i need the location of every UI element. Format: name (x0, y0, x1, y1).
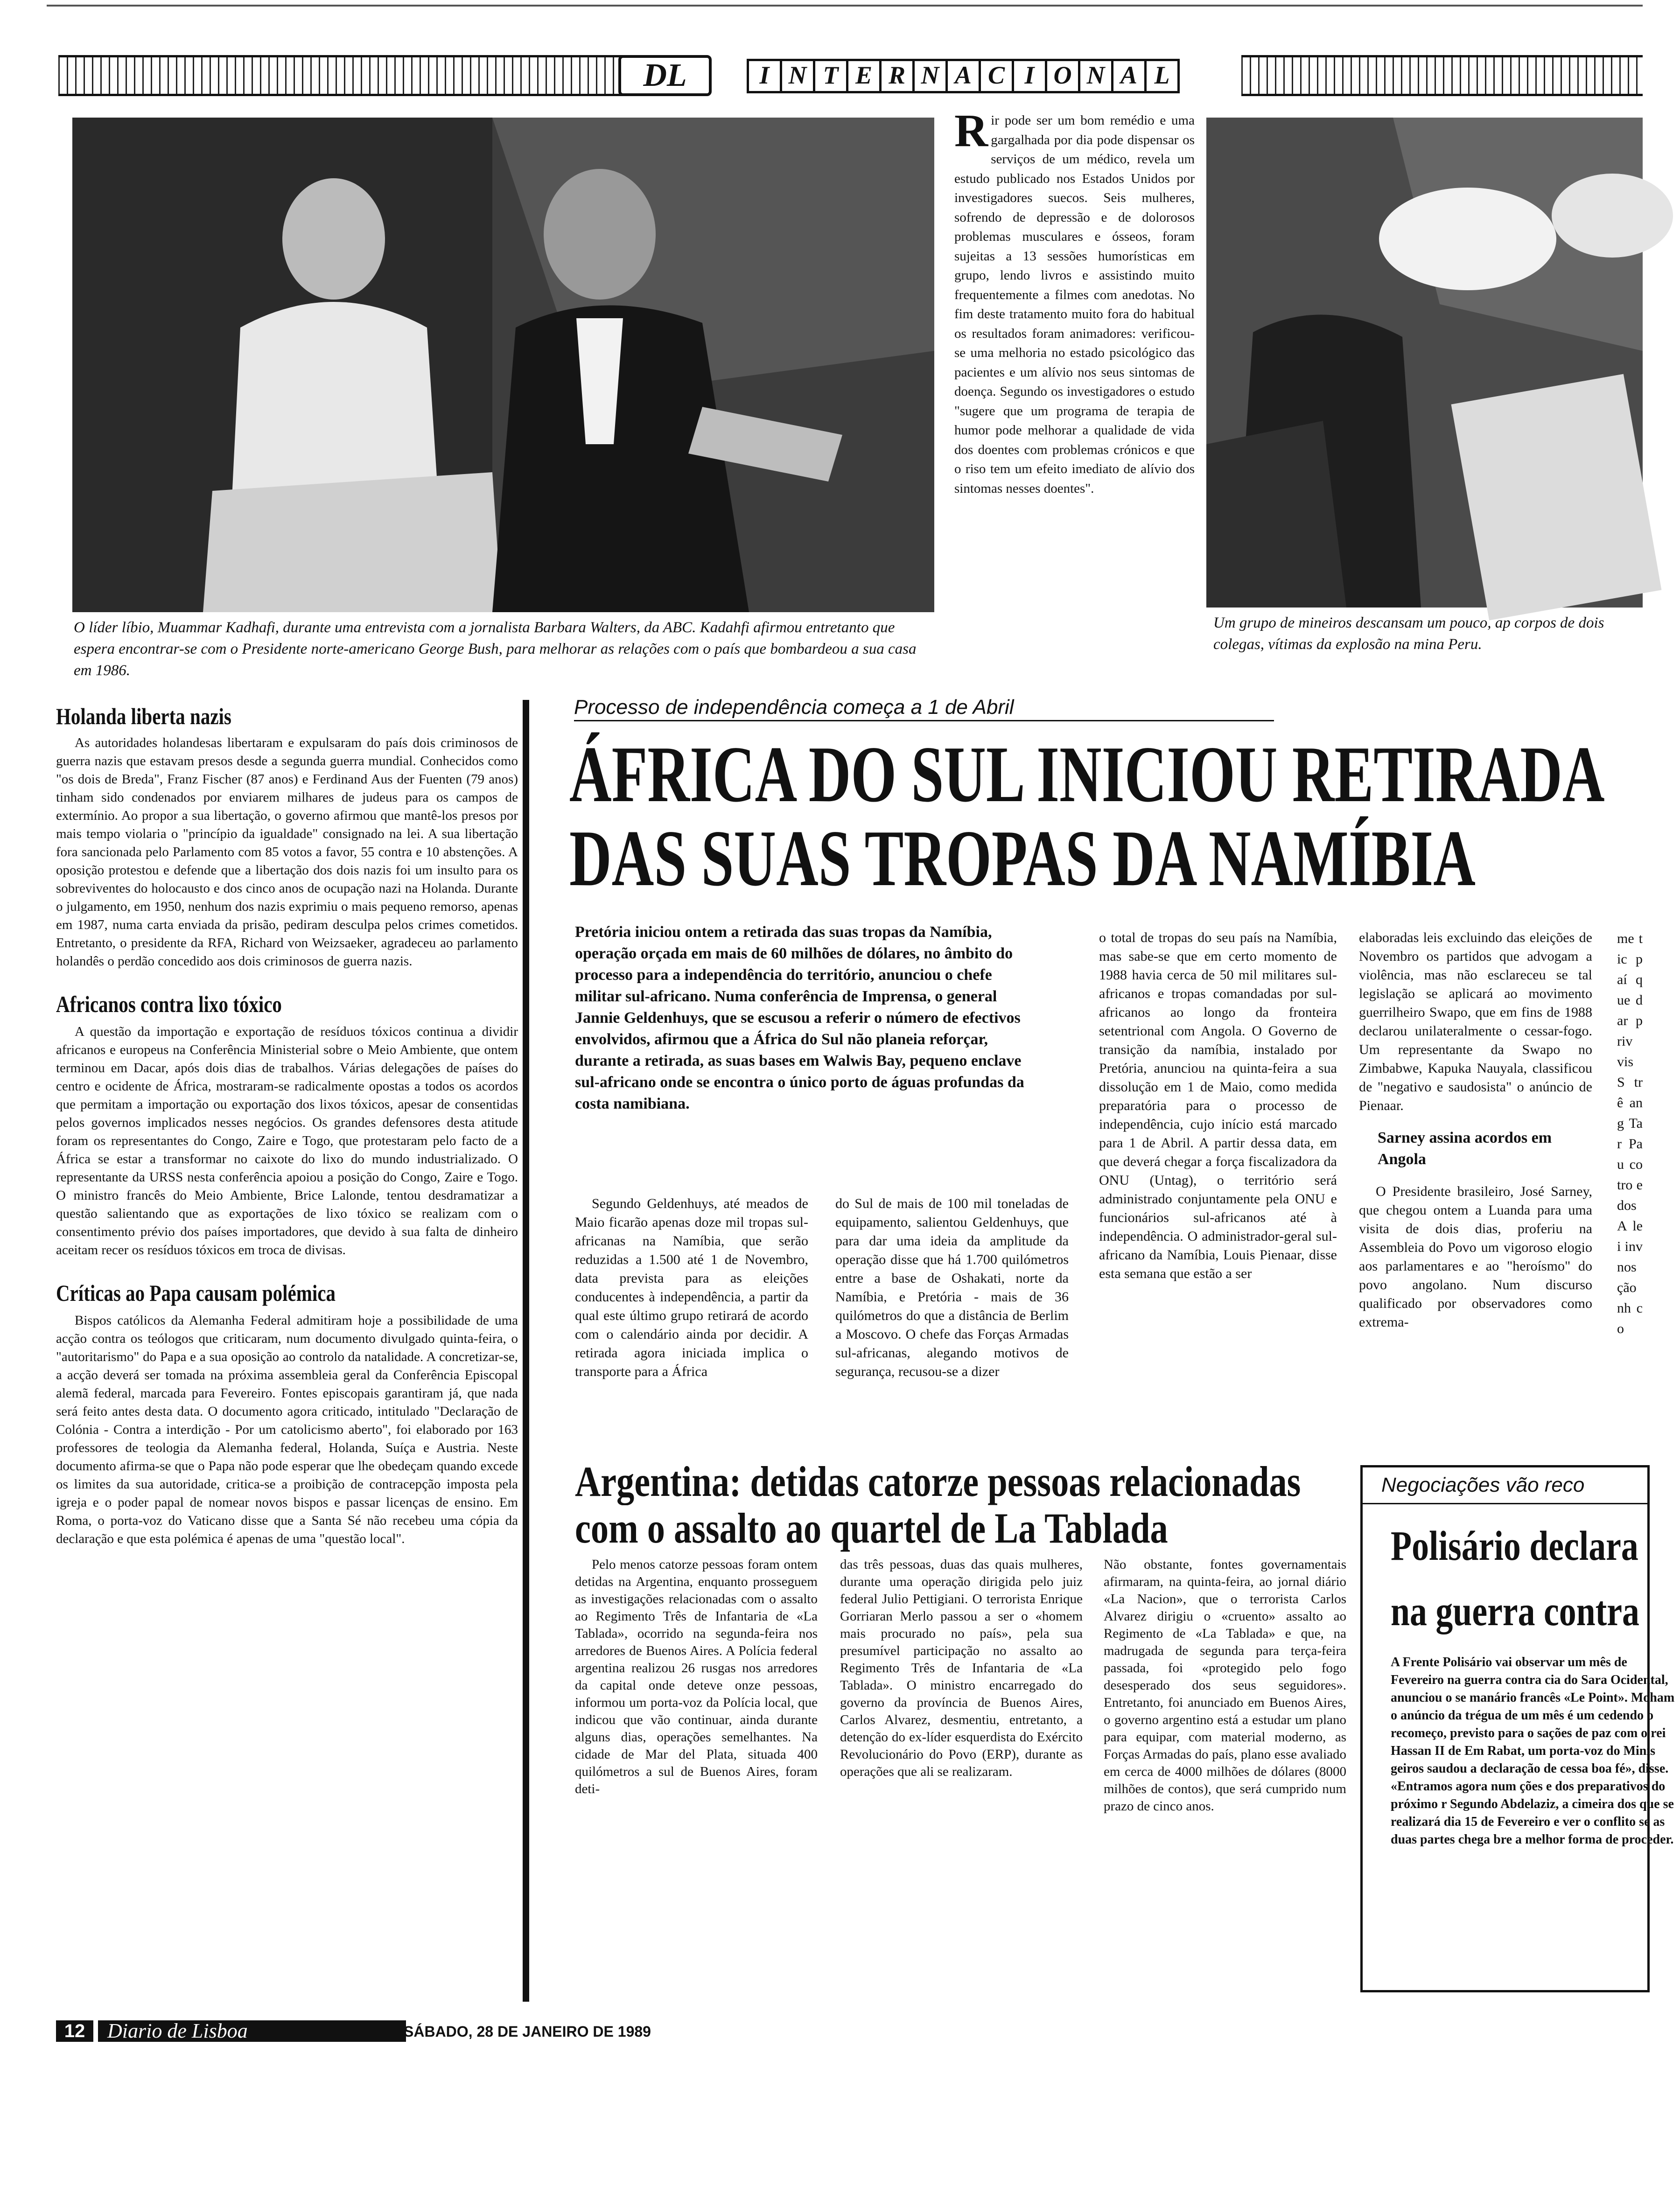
section-letter: T (813, 59, 848, 93)
polisario-box (1360, 1465, 1675, 1992)
left-photo-caption: O líder líbio, Muammar Kadhafi, durante uma entrevista com a jornalista Barbara Walters, da ABC. Kadahfi afirmou entretanto que espera encontrar-se com o Presidente norte-americano George Bush, para melhorar as relações com o país que bombardeou a sua casa em 1986. (74, 619, 917, 679)
paper-name: Diario de Lisboa (98, 2020, 406, 2042)
polisario-headline: Polisário declara na guerra contra (1391, 1523, 1639, 1634)
argentina-col3: Não obstante, fontes governamentais afirmaram, na quinta-feira, ao jornal diário «La Nacion», que o terrorista Carlos Alvarez dirigiu o «cruento» assalto ao Regimento de «La Tablada» e que, na madrugada de segunda para terça-feira passada, foi «protegido pelo fogo desesperado dos seus seguidores». Entretanto, foi anunciado em Buenos Aires, o governo argentino está a estudar um plano para equipar, com material moderno, as Forças Armadas do país, plano esse avaliado em cerca de 4000 milhões de dólares (8000 milhões de contos), que será cumprido num prazo de cinco anos. (1104, 1557, 1346, 1814)
sarney-subhead: Sarney assina acordos em Angola (1378, 1129, 1552, 1168)
section-letter: A (1111, 59, 1147, 93)
main-lead: Pretória iniciou ontem a retirada das suas tropas da Namíbia, operação orçada em mais de 60 milhões de dólares, no âmbito do processo para a independência do território, anunciou o chefe militar sul-africano. Numa conferência de Imprensa, o general Jannie Geldenhuys, que se escusou a referir o número de efectivos envolvidos, afirmou que a África do Sul não planeia reforçar, durante a retirada, as suas bases em Walwis Bay, pequeno enclave sul-africano onde se encontra o único porto de águas profundas da costa namibiana. (575, 923, 1024, 1112)
article-holanda: As autoridades holandesas libertaram e expulsaram do país dois criminosos de guerra nazis que estavam presos desde a segunda guerra mundial. Conhecidos como "os dois de Breda", Franz Fischer (87 anos) e Ferdinand Aus der Fuenten (79 anos) tinham sido condenados por enviarem milhares de judeus para os campos de extermínio. Ao propor a sua libertação, o governo afirmou que mantê-los presos por mais tempo violaria o "princípio da igualdade" consignado na lei. A sua libertação fora sancionada pelo Parlamento com 85 votos a favor, 55 contra e 10 abstenções. A oposição protestou e defende que a libertação dos dois nazis foi um insulto para os sobreviventes do holocausto e dos cinco anos de ocupação nazi na Holanda. Durante o julgamento, em 1950, nenhum dos nazis exprimiu o mais pequeno remorso, apenas em 1987, numa carta enviada da prisão, pediram desculpa pelos crimes cometidos. Entretanto, o presidente da RFA, Richard von Weizsaeker, agradeceu ao parlamento holandês o perdão concedido aos dois criminosos de guerra nazis. (56, 735, 518, 969)
section-letter: A (945, 59, 981, 93)
laugh-study-text: ir pode ser um bom remédio e uma gargalhada por dia pode dispensar os serviços de um médico, revela um estudo publicado nos Estados Unidos por investigadores suecos. Seis mulheres, sofrendo de depressão e de dolorosos problemas musculares e ósseos, foram sujeitas a 13 sessões humorísticas em grupo, lendo livros e assistindo muito frequentemente a filmes com anedotas. No fim deste tratamento muito fora do habitual os resultados foram animadores: verificou-se uma melhoria no estado psicológico das pacientes e um alívio nos seus sintomas de doença. Segundo os investigadores o estudo "sugere que um programa de terapia de humor pode melhorar a qualidade de vida dos doentes com problemas crónicos e que o riso tem um efeito imediato de alívio dos sintomas nesses doentes". (954, 113, 1195, 496)
header-hatch-left (58, 55, 698, 96)
article-papa: Bispos católicos da Alemanha Federal admitiram hoje a possibilidade de uma acção contra os teólogos que criticaram, num documento divulgado quinta-feira, o "autoritarismo" do Papa e a sua oposição ao controlo da natalidade. A concretizar-se, a acção deverá ser tomada na próxima assembleia geral da Conferência Episcopal alemã federal, marcada para Fevereiro. Fontes episcopais garantiram já, que nada será feito antes desta data. O documento agora criticado, intitulado "Declaração de Colónia - Contra a interdição - Por um catolicismo aberto", foi elaborado por 163 professores de teologia da Alemanha federal, Holanda, Suíça e Austria. Neste documento afirma-se que o Papa não pode esperar que lhe obedeçam quando excede os limites da sua autoridade, critica-se a proibição de contracepção imposta pela igreja e o poder papal de nomear novos bispos e passar licenças de ensino. Em Roma, o porta-voz do Vaticano disse que a Santa Sé não recebeu uma cópia da declaração e que esta polémica é apenas de uma "questão local". (56, 1313, 518, 1546)
main-col2: do Sul de mais de 100 mil toneladas de equipamento, salientou Geldenhuys, que para dar uma ideia da amplitude da operação disse que há 1.700 quilómetros entre a base de Oshakati, norte da Namíbia, e Pretória - mais de 36 quilómetros do que a distância de Berlim a Moscovo. O chefe das Forças Armadas sul-africanas, alegando motivos de segurança, recusou-se a dizer (835, 1196, 1069, 1379)
main-col1: Segundo Geldenhuys, até meados de Maio ficarão apenas doze mil tropas sul-africanas na Namíbia, que serão reduzidas a 1.500 até 1 de Novembro, data prevista para as eleições conducentes à independência, a partir da qual este último grupo retirará de acordo com o calendário ainda por decidir. A retirada agora iniciada implica o transporte para a África (575, 1196, 808, 1379)
left-column (56, 702, 518, 1990)
section-letter: I (1012, 59, 1047, 93)
logo: DL (618, 55, 712, 96)
argentina-col1: Pelo menos catorze pessoas foram ontem detidas na Argentina, enquanto prosseguem as investigações relacionadas com o assalto ao Regimento Três de Infantaria de «La Tablada», ocorrido na segunda-feira nos arredores de Buenos Aires. A Polícia federal argentina realizou 26 rusgas nos arredores da capital onde deteve onze pessoas, informou um porta-voz da Polícia local, que indicou que vão continuar, ainda durante alguns dias, operações semelhantes. Na cidade de Mar del Plata, situada 400 quilómetros a sul de Buenos Aires, foram deti- (575, 1557, 818, 1796)
section-letter: O (1045, 59, 1080, 93)
section-letter: N (1078, 59, 1113, 93)
main-col3: o total de tropas do seu país na Namíbia, mas sabe-se que em certo momento de 1988 havia cerca de 50 mil militares sul-africanos e tropas comandadas por sul-africanos ao longo da fronteira setentrional com Angola. O Governo de transição da namíbia, instalado por Pretória, anunciou na quinta-feira a sua dissolução em 1 de Maio, como medida preparatória para o processo de independência, cujo início está marcado para 1 de Abril. A partir dessa data, em que deverá chegar a força fiscalizadora da ONU (Untag), o território será administrado conjuntamente pela ONU e funcionários sul-africanos até à independência. O administrador-geral sul-africano da Namíbia, Louis Pienaar, disse esta semana que estão a ser (1099, 930, 1337, 1281)
headline-lixo-toxico: Africanos contra lixo tóxico (56, 991, 282, 1017)
section-letter: L (1144, 59, 1180, 93)
issue-date: SÁBADO, 28 DE JANEIRO DE 1989 (404, 2023, 651, 2040)
sarney-text: O Presidente brasileiro, José Sarney, que chegou ontem a Luanda para uma visita de dois dias, proferiu na Assembleia do Povo um vigoroso elogio aos parlamentares e ao "heroísmo" do povo angolano. Num discurso qualificado por observadores como extrema- (1359, 1184, 1592, 1330)
drop-cap: R (954, 105, 988, 156)
headline-holanda: Holanda liberta nazis (56, 703, 231, 729)
top-rule (47, 5, 1643, 7)
section-letter: I (747, 59, 782, 93)
section-letter: C (979, 59, 1014, 93)
main-headline-line2: DAS SUAS TROPAS DA NAMÍBIA (569, 814, 1476, 903)
argentina-headline: Argentina: detidas catorze pessoas relacionadas com o assalto ao quartel de La Tablada (575, 1458, 1301, 1552)
section-letter: N (912, 59, 948, 93)
polisario-kicker: Negociações vão reco (1363, 1467, 1647, 1504)
section-title (747, 59, 1260, 93)
main-headline-line1: ÁFRICA DO SUL INICIOU RETIRADA (569, 730, 1605, 819)
kadhafi-interview-photo (72, 118, 934, 612)
main-col5-fragment: me tic paí que dar priv vis S trê ang Tar Pau co tro e dos A lei inv nos ção nh co (1617, 931, 1643, 1336)
article-lixo-toxico: A questão da importação e exportação de resíduos tóxicos continua a dividir africanos e europeus na Conferência Ministerial sobre o Meio Ambiente, que ontem terminou em Dacar, após dois dias de trabalhos. Várias delegações de países do centro e ocidente de África, mostraram-se radicalmente opostas a todos os acordos que permitam a importação ou exportação dos lixos tóxicos, apesar de consentidas pelos governos implicados nesses negócios. Os grandes defensores desta atitude foram os representantes do Congo, Zaire e Togo, que protestaram pelo facto de a África se estar a transformar no caixote do lixo do mundo industrializado. O representante da URSS nesta conferência apoiou a posição do Congo, Zaire e Togo. O ministro francês do Meio Ambiente, Brice Lalonde, tentou desdramatizar a questão salientando que as exportações de lixo tóxico se realizam com o consentimento prévio dos países importadores, que devido à sua falta de dinheiro aceitam recer os resíduos tóxicos em troca de divisas. (56, 1024, 518, 1257)
section-letter: N (780, 59, 815, 93)
polisario-text: A Frente Polisário vai observar um mês de Fevereiro na guerra contra cia do Sara Ocidental, anunciou o se manário francês «Le Point». Moham o anúncio da trégua de um mês é um cedendo o recomeço, previsto para o sações de paz com o rei Hassan II de Em Rabat, um porta-voz do Minis geiros saudou a declaração de cessa boa fé», disse. «Entramos agora num ções e dos preparativos do próximo r Segundo Abdelaziz, a cimeira dos que se realizará dia 15 de Fevereiro e ver o conflito se as duas partes chega bre a melhor forma de proceder. (1391, 1655, 1675, 1847)
miners-photo (1206, 118, 1643, 608)
section-letter: E (846, 59, 882, 93)
section-letter: R (879, 59, 915, 93)
argentina-col2: das três pessoas, duas das quais mulheres, durante uma operação dirigida pelo juiz federal Julio Pettigiani. O terrorista Enrique Gorriaran Merlo passou a ser o «homem mais procurado no país», pela sua presumível participação no assalto ao Regimento Três de Infantaria de «La Tablada». O ministro encarregado do governo da província de Buenos Aires, Carlos Alvarez, desmentiu, entretanto, a detenção do ex-líder esquerdista do Exército Revolucionário do Povo (ERP), durante as operações que ali se realizaram. (840, 1557, 1083, 1779)
main-col4: elaboradas leis excluindo das eleições de Novembro os partidos que advogam a violência, mas não esclareceu se tal legislação se aplicará ao movimento guerrilheiro Swapo, que em fins de 1988 declarou unilateralmente o cessar-fogo. Um representante da Swapo no Zimbabwe, Kapuka Nauyala, classificou de "negativo e saudosista" o anúncio de Pienaar. Sarney assina acordos em Angola O Presidente brasileiro, José Sarney, que chegou ontem a Luanda para uma visita de dois dias, proferiu na Assembleia do Povo um vigoroso elogio aos parlamentares e ao "heroísmo" do povo angolano. Num discurso qualificado por observadores como extrema- (1359, 929, 1592, 1451)
footer (56, 2020, 709, 2044)
column-divider (523, 700, 529, 2002)
headline-papa: Críticas ao Papa causam polémica (56, 1280, 336, 1306)
header-hatch-right (1241, 55, 1643, 96)
laugh-study-article (954, 105, 1195, 690)
main-kicker: Processo de independência começa a 1 de Abril (574, 695, 1274, 721)
page-number: 12 (56, 2020, 93, 2042)
right-photo-caption: Um grupo de mineiros descansam um pouco, ap corpos de dois colegas, vítimas da explosão na mina Peru. (1213, 615, 1604, 653)
